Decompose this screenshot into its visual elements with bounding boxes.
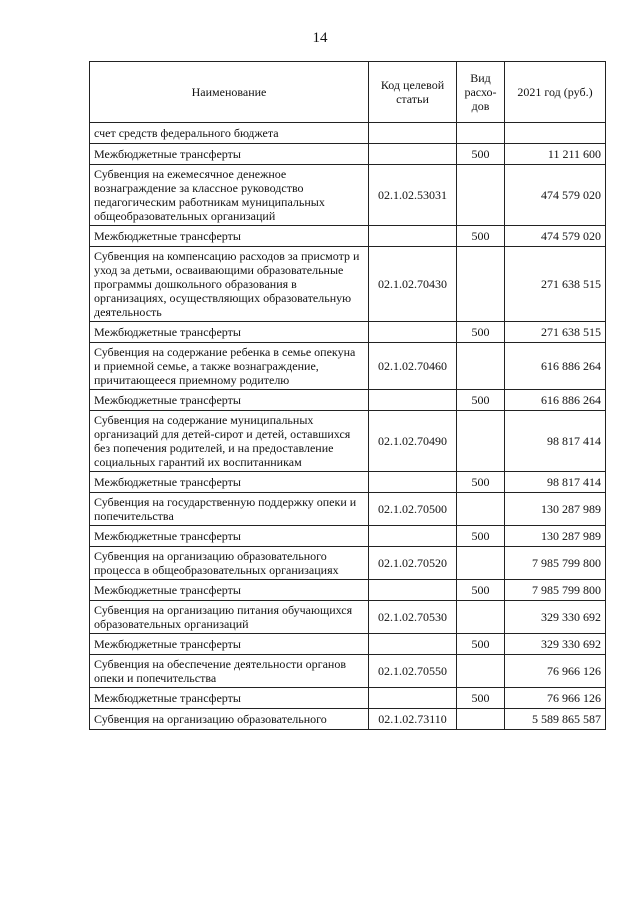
- table-row: [90, 123, 606, 144]
- table-row: [90, 688, 606, 709]
- table-row: [90, 655, 606, 688]
- cell-name: Межбюджетные трансферты: [90, 226, 369, 247]
- cell-code: 02.1.02.70430: [369, 247, 457, 322]
- table-row: [90, 165, 606, 226]
- cell-name: счет средств федерального бюджета: [90, 123, 369, 144]
- cell-code: [369, 688, 457, 709]
- table-row: [90, 343, 606, 390]
- cell-name: Субвенция на организацию образовательного процесса в общеобразовательных организациях: [90, 547, 369, 580]
- cell-code: [369, 390, 457, 411]
- cell-amount: 616 886 264: [505, 343, 606, 390]
- cell-type: [457, 709, 505, 730]
- cell-amount: 329 330 692: [505, 601, 606, 634]
- table-row: [90, 390, 606, 411]
- cell-type: 500: [457, 526, 505, 547]
- cell-type: 500: [457, 226, 505, 247]
- header-type: Вид расхо-дов: [457, 62, 505, 123]
- cell-name: Межбюджетные трансферты: [90, 526, 369, 547]
- header-name: Наименование: [90, 62, 369, 123]
- cell-amount: 329 330 692: [505, 634, 606, 655]
- cell-amount: 11 211 600: [505, 144, 606, 165]
- table-row: [90, 493, 606, 526]
- cell-type: [457, 601, 505, 634]
- table-row: [90, 634, 606, 655]
- cell-code: [369, 144, 457, 165]
- table-row: [90, 526, 606, 547]
- cell-type: [457, 493, 505, 526]
- cell-code: 02.1.02.73110: [369, 709, 457, 730]
- cell-amount: 76 966 126: [505, 655, 606, 688]
- cell-type: 500: [457, 688, 505, 709]
- cell-type: [457, 343, 505, 390]
- cell-amount: 98 817 414: [505, 472, 606, 493]
- cell-type: [457, 165, 505, 226]
- cell-amount: 7 985 799 800: [505, 580, 606, 601]
- cell-amount: 474 579 020: [505, 226, 606, 247]
- cell-amount: 474 579 020: [505, 165, 606, 226]
- cell-name: Межбюджетные трансферты: [90, 322, 369, 343]
- cell-type: [457, 123, 505, 144]
- cell-type: 500: [457, 390, 505, 411]
- table-row: [90, 709, 606, 730]
- table-row: [90, 472, 606, 493]
- table-row: [90, 247, 606, 322]
- cell-code: [369, 526, 457, 547]
- cell-type: [457, 247, 505, 322]
- cell-code: 02.1.02.53031: [369, 165, 457, 226]
- cell-type: 500: [457, 580, 505, 601]
- cell-amount: 7 985 799 800: [505, 547, 606, 580]
- cell-type: [457, 655, 505, 688]
- cell-code: 02.1.02.70550: [369, 655, 457, 688]
- cell-code: [369, 580, 457, 601]
- cell-type: 500: [457, 322, 505, 343]
- cell-code: 02.1.02.70490: [369, 411, 457, 472]
- cell-name: Субвенция на содержание муниципальных организаций для детей-сирот и детей, оставшихся без попечения родителей, и на предоставление социальных гарантий их воспитанникам: [90, 411, 369, 472]
- cell-name: Субвенция на ежемесячное денежное вознаграждение за классное руководство педагогическим работникам муниципальных общеобразовательных организаций: [90, 165, 369, 226]
- cell-type: [457, 411, 505, 472]
- table-row: [90, 226, 606, 247]
- cell-name: Межбюджетные трансферты: [90, 390, 369, 411]
- budget-table: [89, 61, 606, 730]
- cell-name: Субвенция на организацию питания обучающихся образовательных организаций: [90, 601, 369, 634]
- table-row: [90, 411, 606, 472]
- cell-code: 02.1.02.70520: [369, 547, 457, 580]
- header-code: Код целевой статьи: [369, 62, 457, 123]
- cell-name: Межбюджетные трансферты: [90, 472, 369, 493]
- cell-code: [369, 123, 457, 144]
- cell-type: [457, 547, 505, 580]
- cell-amount: 130 287 989: [505, 526, 606, 547]
- cell-code: [369, 472, 457, 493]
- cell-code: [369, 226, 457, 247]
- cell-amount: 616 886 264: [505, 390, 606, 411]
- cell-type: 500: [457, 144, 505, 165]
- cell-name: Субвенция на содержание ребенка в семье опекуна и приемной семье, а также вознаграждение, причитающееся приемному родителю: [90, 343, 369, 390]
- cell-amount: 76 966 126: [505, 688, 606, 709]
- table-row: [90, 601, 606, 634]
- cell-code: [369, 322, 457, 343]
- cell-amount: 98 817 414: [505, 411, 606, 472]
- cell-type: 500: [457, 634, 505, 655]
- cell-name: Межбюджетные трансферты: [90, 688, 369, 709]
- cell-code: [369, 634, 457, 655]
- cell-name: Межбюджетные трансферты: [90, 634, 369, 655]
- table-row: [90, 322, 606, 343]
- cell-code: 02.1.02.70500: [369, 493, 457, 526]
- cell-name: Субвенция на компенсацию расходов за присмотр и уход за детьми, осваивающими образовательные программы дошкольного образования в организациях, осуществляющих образовательную деятельность: [90, 247, 369, 322]
- cell-name: Межбюджетные трансферты: [90, 580, 369, 601]
- cell-code: 02.1.02.70530: [369, 601, 457, 634]
- cell-name: Субвенция на организацию образовательного: [90, 709, 369, 730]
- cell-amount: [505, 123, 606, 144]
- cell-name: Субвенция на государственную поддержку опеки и попечительства: [90, 493, 369, 526]
- cell-code: 02.1.02.70460: [369, 343, 457, 390]
- cell-name: Межбюджетные трансферты: [90, 144, 369, 165]
- cell-amount: 271 638 515: [505, 247, 606, 322]
- table-row: [90, 547, 606, 580]
- table-header-row: [90, 62, 606, 123]
- cell-name: Субвенция на обеспечение деятельности органов опеки и попечительства: [90, 655, 369, 688]
- cell-amount: 130 287 989: [505, 493, 606, 526]
- table-row: [90, 144, 606, 165]
- table-body: [90, 123, 606, 730]
- cell-type: 500: [457, 472, 505, 493]
- cell-amount: 271 638 515: [505, 322, 606, 343]
- table-row: [90, 580, 606, 601]
- header-amount: 2021 год (руб.): [505, 62, 606, 123]
- cell-amount: 5 589 865 587: [505, 709, 606, 730]
- page-number: 14: [312, 30, 328, 46]
